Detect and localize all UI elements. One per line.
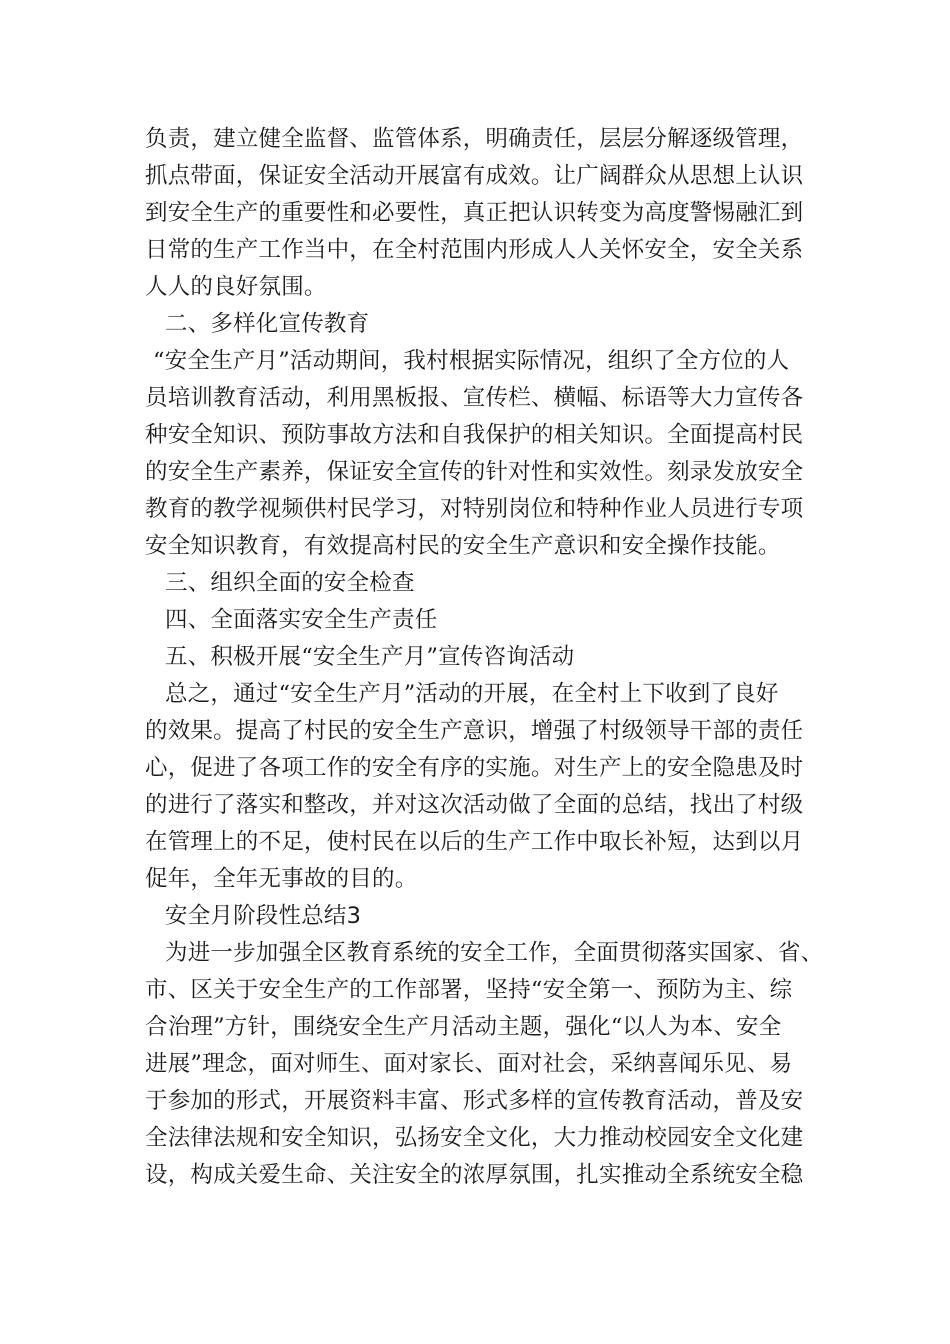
paragraph-line: 在管理上的不足，使村民在以后的生产工作中取长补短，达到以月 xyxy=(145,829,804,855)
section-title: 安全月阶段性总结3 xyxy=(165,903,362,929)
paragraph-line: 市、区关于安全生产的工作部署，坚持“安全第一、预防为主、综 xyxy=(145,977,793,1003)
paragraph-line: 教育的教学视频供村民学习，对特别岗位和特种作业人员进行专项 xyxy=(145,496,804,522)
paragraph-line: 总之，通过“安全生产月”活动的开展，在全村上下收到了良好 xyxy=(165,681,779,707)
paragraph-line: 的安全生产素养，保证安全宣传的针对性和实效性。刻录发放安全 xyxy=(145,459,804,485)
paragraph-line: 负责，建立健全监督、监管体系，明确责任，层层分解逐级管理， xyxy=(145,126,804,152)
section-heading: 二、多样化宣传教育 xyxy=(165,311,370,337)
paragraph-line: 于参加的形式，开展资料丰富、形式多样的宣传教育活动，普及安 xyxy=(145,1088,804,1114)
paragraph-line: 到安全生产的重要性和必要性，真正把认识转变为高度警惕融汇到 xyxy=(145,200,804,226)
paragraph-line: 员培训教育活动，利用黑板报、宣传栏、横幅、标语等大力宣传各 xyxy=(145,385,804,411)
section-heading: 四、全面落实安全生产责任 xyxy=(165,607,438,633)
paragraph-line: 人人的良好氛围。 xyxy=(145,274,327,300)
section-heading: 三、组织全面的安全检查 xyxy=(165,570,415,596)
paragraph-line: 合治理”方针，围绕安全生产月活动主题，强化“以人为本、安全 xyxy=(145,1014,782,1040)
paragraph-line: 的效果。提高了村民的安全生产意识，增强了村级领导干部的责任 xyxy=(145,718,804,744)
paragraph-line: 设，构成关爱生命、关注安全的浓厚氛围，扎实推动全系统安全稳 xyxy=(145,1162,804,1188)
paragraph-line: 抓点带面，保证安全活动开展富有成效。让广阔群众从思想上认识 xyxy=(145,163,804,189)
paragraph-line: 安全知识教育，有效提高村民的安全生产意识和安全操作技能。 xyxy=(145,533,781,559)
paragraph-line: 心，促进了各项工作的安全有序的实施。对生产上的安全隐患及时 xyxy=(145,755,804,781)
paragraph-line: “安全生产月”活动期间，我村根据实际情况，组织了全方位的人 xyxy=(153,348,790,374)
paragraph-line: 种安全知识、预防事故方法和自我保护的相关知识。全面提高村民 xyxy=(145,422,804,448)
paragraph-line: 全法律法规和安全知识，弘扬安全文化，大力推动校园安全文化建 xyxy=(145,1125,804,1151)
paragraph-line: 进展”理念，面对师生、面对家长、面对社会，采纳喜闻乐见、易 xyxy=(145,1051,793,1077)
paragraph-line: 日常的生产工作当中，在全村范围内形成人人关怀安全，安全关系 xyxy=(145,237,804,263)
paragraph-line: 为进一步加强全区教育系统的安全工作，全面贯彻落实国家、省、 xyxy=(165,940,824,966)
section-heading: 五、积极开展“安全生产月”宣传咨询活动 xyxy=(165,644,575,670)
paragraph-line: 的进行了落实和整改，并对这次活动做了全面的总结，找出了村级 xyxy=(145,792,804,818)
paragraph-line: 促年，全年无事故的目的。 xyxy=(145,866,418,892)
